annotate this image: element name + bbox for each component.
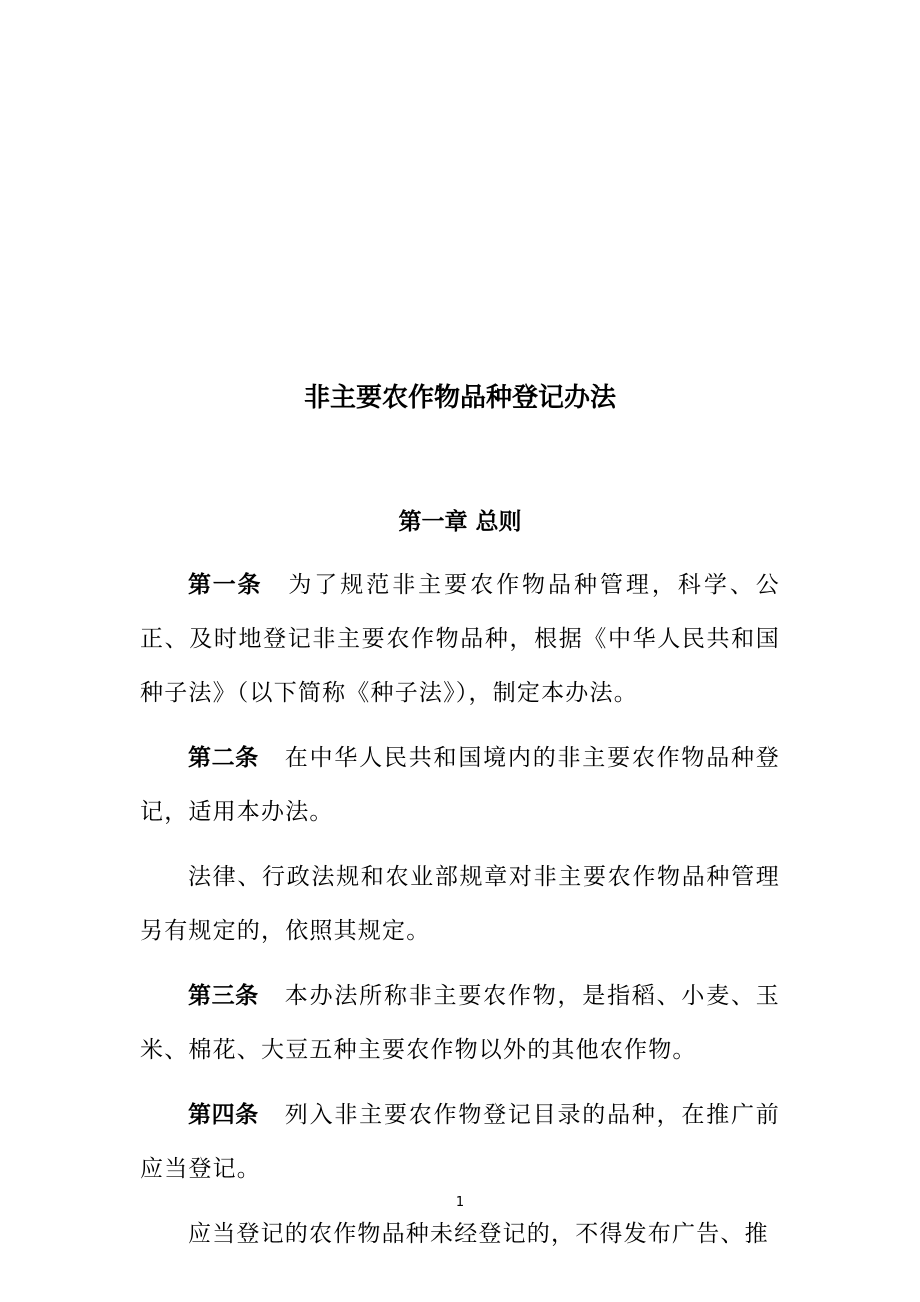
article-text: 本办法所称非主要农作物，是指稻、小麦、玉米、棉花、大豆五种主要农作物以外的其他农作物。 xyxy=(140,983,781,1063)
chapter-title: 第一章 总则 xyxy=(398,509,522,535)
article-text: 在中华人民共和国境内的非主要农作物品种登记，适用本办法。 xyxy=(140,745,781,825)
article-text: 为了规范非主要农作物品种管理，科学、公正、及时地登记非主要农作物品种，根据《中华人民共和国种子法》（以下简称《种子法》），制定本办法。 xyxy=(140,572,780,706)
document-title: 非主要农作物品种登记办法 xyxy=(303,383,616,413)
paragraph-text: 法律、行政法规和农业部规章对非主要农作物品种管理另有规定的，依照其规定。 xyxy=(140,864,780,944)
article-label: 第一条 xyxy=(188,572,263,598)
article-paragraph-4 xyxy=(140,1088,780,1196)
paragraph-text: 应当登记的农作物品种未经登记的，不得发布广告、推 xyxy=(188,1221,769,1247)
article-paragraph-2 xyxy=(140,731,780,839)
article-paragraph-3 xyxy=(140,969,780,1077)
paragraph-continuation xyxy=(140,1207,780,1261)
article-text: 列入非主要农作物登记目录的品种，在推广前应当登记。 xyxy=(140,1102,781,1182)
document-body xyxy=(140,558,780,1261)
article-label: 第三条 xyxy=(188,983,259,1009)
article-label: 第四条 xyxy=(188,1102,259,1128)
article-label: 第二条 xyxy=(188,745,259,771)
article-paragraph-1 xyxy=(140,558,780,720)
page-number: 1 xyxy=(455,1195,465,1210)
paragraph-continuation xyxy=(140,850,780,958)
